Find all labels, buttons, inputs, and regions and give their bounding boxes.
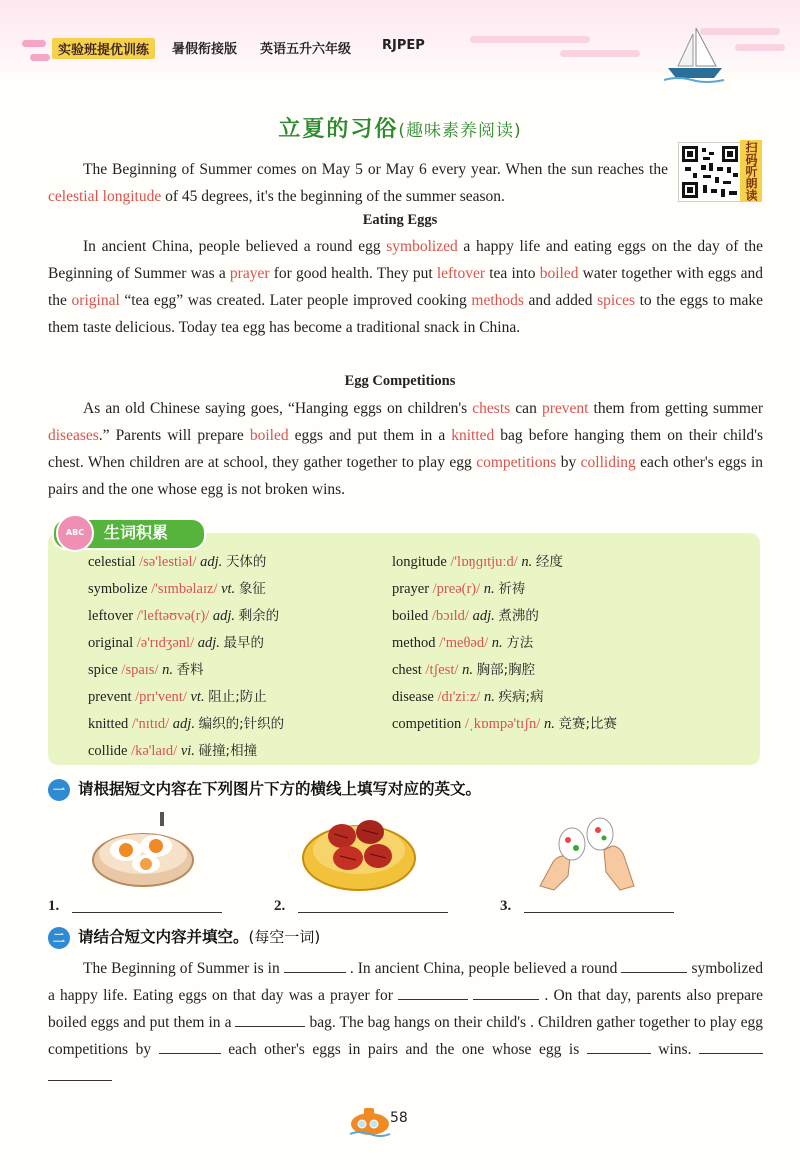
vocab-part-of-speech: adj. bbox=[472, 608, 495, 624]
title-sub: (趣味素养阅读) bbox=[398, 121, 522, 141]
vocab-highlight: colliding bbox=[580, 454, 636, 471]
vocab-phonetic: /'lɒŋɡɪtjuːd/ bbox=[450, 554, 518, 570]
vocab-part-of-speech: n. bbox=[521, 554, 533, 570]
cloze-blank[interactable] bbox=[48, 1066, 112, 1081]
section-title: Egg Competitions bbox=[344, 373, 456, 389]
vocab-part-of-speech: n. bbox=[484, 689, 495, 705]
vocab-phonetic: /ˌkɒmpə'tɪʃn/ bbox=[464, 716, 541, 732]
vocab-meaning: 煮沸的 bbox=[498, 608, 539, 624]
vocab-meaning: 编织的;针织的 bbox=[198, 716, 285, 732]
vocab-meaning: 象征 bbox=[238, 581, 266, 597]
vocab-meaning: 疾病;病 bbox=[498, 689, 544, 705]
cloze-blank[interactable] bbox=[473, 985, 539, 1000]
vocab-entry bbox=[392, 712, 617, 733]
vocab-word: leftover bbox=[88, 608, 137, 624]
vocab-part-of-speech: n. bbox=[491, 635, 503, 651]
vocab-part-of-speech: vt. bbox=[221, 581, 236, 597]
vocab-meaning: 经度 bbox=[535, 554, 563, 570]
vocab-word: celestial bbox=[88, 554, 140, 570]
vocab-entry bbox=[392, 658, 535, 679]
answer-blank-1[interactable] bbox=[72, 912, 222, 913]
vocab-part-of-speech: n. bbox=[162, 662, 173, 678]
vocab-entry bbox=[392, 577, 525, 598]
vocab-word: method bbox=[392, 635, 440, 651]
vocab-highlight: prayer bbox=[229, 265, 270, 282]
cloze-blank[interactable] bbox=[621, 958, 687, 973]
cloze-blank[interactable] bbox=[398, 985, 468, 1000]
vocab-phonetic: /'nɪtɪd/ bbox=[131, 716, 170, 732]
vocab-meaning: 剩余的 bbox=[238, 608, 280, 624]
task-2-note: (每空一词) bbox=[248, 928, 321, 946]
vocab-meaning: 香料 bbox=[176, 662, 204, 678]
task-1-instruction bbox=[48, 777, 481, 801]
vocab-entry bbox=[88, 658, 204, 679]
vocab-entry bbox=[392, 685, 544, 706]
cloze-blank[interactable] bbox=[587, 1039, 651, 1054]
header-decor-stripe bbox=[735, 44, 785, 51]
picture-number: 2. bbox=[274, 898, 286, 914]
qr-code-icon[interactable] bbox=[678, 142, 742, 202]
vocab-entry bbox=[88, 604, 279, 625]
task-2-instruction bbox=[48, 925, 320, 949]
vocab-word: spice bbox=[88, 662, 122, 678]
vocab-part-of-speech: n. bbox=[462, 662, 473, 678]
series-code: RJPEP bbox=[382, 38, 425, 53]
cloze-blank[interactable] bbox=[699, 1039, 763, 1054]
vocab-entry bbox=[88, 739, 257, 760]
task-2-text: 请结合短文内容并填空。 bbox=[78, 928, 249, 946]
vocab-meaning: 竞赛;比赛 bbox=[558, 716, 618, 732]
piggy-bank-icon: ABC bbox=[56, 514, 94, 552]
vocab-phonetic: /'leftəʊvə(r)/ bbox=[136, 608, 210, 624]
vocab-word: boiled bbox=[392, 608, 432, 624]
vocab-phonetic: /bɔɪld/ bbox=[431, 608, 469, 624]
vocab-highlight: methods bbox=[471, 292, 524, 309]
vocab-phonetic: /sə'lestiəl/ bbox=[139, 554, 197, 570]
vocab-part-of-speech: adj. bbox=[212, 608, 236, 624]
vocab-highlight: chests bbox=[472, 400, 511, 417]
vocab-entry bbox=[88, 577, 266, 598]
picture-number: 3. bbox=[500, 898, 512, 914]
vocab-highlight: celestial longitude bbox=[48, 188, 162, 205]
vocab-meaning: 碰撞;相撞 bbox=[198, 743, 258, 759]
edition-label: 暑假衔接版 bbox=[172, 42, 238, 57]
vocab-entry bbox=[392, 550, 563, 571]
header-decor-stripe bbox=[470, 36, 590, 43]
vocab-phonetic: /'meθəd/ bbox=[439, 635, 489, 651]
section-paragraph: As an old Chinese saying goes, “Hanging eggs on children's chests can prevent them from getting summer diseases.” Parents will prepare boiled eggs and put them in a knitted bag before hanging them on their child's chest. When children are at school, they gather together to play egg competitions by colliding each other's eggs in pairs and the one whose egg is not broken wins. bbox=[48, 400, 764, 498]
subject-label: 英语五升六年级 bbox=[260, 42, 352, 57]
vocab-part-of-speech: vt. bbox=[190, 689, 205, 705]
vocab-word: original bbox=[88, 635, 137, 651]
vocab-part-of-speech: adj. bbox=[172, 716, 195, 732]
vocab-phonetic: /kə'laɪd/ bbox=[131, 743, 178, 759]
egg-colliding-hands-icon bbox=[532, 806, 642, 892]
vocab-entry bbox=[88, 631, 264, 652]
vocab-highlight: knitted bbox=[451, 427, 495, 444]
title-main: 立夏的习俗 bbox=[278, 117, 399, 142]
task-number-badge: 一 bbox=[48, 779, 70, 801]
header-decor-stripe bbox=[22, 40, 46, 47]
vocab-part-of-speech: adj. bbox=[197, 635, 220, 651]
vocab-word: symbolize bbox=[88, 581, 152, 597]
vocab-highlight: boiled bbox=[249, 427, 289, 444]
vocab-part-of-speech: adj. bbox=[200, 554, 223, 570]
task-number-badge: 二 bbox=[48, 927, 70, 949]
vocab-phonetic: /ə'rɪdʒənl/ bbox=[136, 635, 195, 651]
qr-listen-tag: 扫码听朗读 bbox=[740, 140, 762, 202]
vocab-word: longitude bbox=[392, 554, 451, 570]
vocab-entry bbox=[88, 685, 267, 706]
vocab-phonetic: /preə(r)/ bbox=[432, 581, 481, 597]
vocab-entry bbox=[392, 631, 533, 652]
section-title: Eating Eggs bbox=[362, 212, 438, 228]
vocab-word: competition bbox=[392, 716, 465, 732]
page-title bbox=[0, 112, 800, 143]
intro-paragraph: The Beginning of Summer comes on May 5 or May 6 every year. When the sun reaches the celestial longitude of 45 degrees, it's the beginning of the summer season. bbox=[48, 161, 668, 205]
vocab-meaning: 祈祷 bbox=[498, 581, 526, 597]
header-decor-stripe bbox=[560, 50, 640, 57]
vocab-word: prevent bbox=[88, 689, 136, 705]
vocab-phonetic: /dɪ'ziːz/ bbox=[437, 689, 481, 705]
vocab-meaning: 阻止;防止 bbox=[208, 689, 267, 705]
vocab-part-of-speech: n. bbox=[543, 716, 555, 732]
vocab-word: chest bbox=[392, 662, 426, 678]
vocab-phonetic: /'sɪmbəlaɪz/ bbox=[151, 581, 218, 597]
vocab-heading: 生词积累 bbox=[104, 523, 169, 542]
vocab-word: prayer bbox=[392, 581, 433, 597]
vocab-entry bbox=[88, 550, 266, 571]
vocab-highlight: prevent bbox=[541, 400, 589, 417]
vocab-highlight: boiled bbox=[539, 265, 579, 282]
submarine-icon bbox=[348, 1100, 392, 1140]
vocab-entry bbox=[392, 604, 539, 625]
vocab-meaning: 天体的 bbox=[225, 554, 267, 570]
vocab-highlight: competitions bbox=[476, 454, 557, 471]
cloze-paragraph: The Beginning of Summer is in . In ancient China, people believed a round symbolized a happy life. Eating eggs on that day was a prayer for . On that day, parents also prepare boiled eggs and put them in a bag. The bag hangs on their child's . Children gather together to play egg competitions by each other's eggs in pairs and the one whose egg is wins. bbox=[48, 955, 763, 1090]
answer-blank-2[interactable] bbox=[298, 912, 448, 913]
cloze-blank[interactable] bbox=[159, 1039, 221, 1054]
vocab-word: knitted bbox=[88, 716, 132, 732]
vocab-part-of-speech: vi. bbox=[180, 743, 195, 759]
vocab-highlight: spices bbox=[597, 292, 636, 309]
vocab-phonetic: /tʃest/ bbox=[425, 662, 459, 678]
vocab-word: collide bbox=[88, 743, 132, 759]
vocab-meaning: 最早的 bbox=[223, 635, 265, 651]
vocab-meaning: 胸部;胸腔 bbox=[476, 662, 536, 678]
section-paragraph: In ancient China, people believed a round egg symbolized a happy life and eating eggs on the day of the Beginning of Summer was a prayer for good health. They put leftover tea into boiled water together with eggs and the original “tea egg” was created. Later people improved cooking methods and added spices to the eggs to make them taste delicious. Today tea egg has become a traditional snack in China. bbox=[48, 238, 764, 336]
cloze-blank[interactable] bbox=[284, 958, 346, 973]
series-brand: 实验班提优训练 bbox=[52, 38, 155, 59]
answer-blank-3[interactable] bbox=[524, 912, 674, 913]
cloze-blank[interactable] bbox=[235, 1012, 305, 1027]
header-decor-stripe bbox=[30, 54, 50, 61]
braised-eggs-bowl-icon bbox=[300, 806, 418, 894]
vocab-highlight: leftover bbox=[436, 265, 486, 282]
sailboat-icon bbox=[662, 22, 726, 86]
vocab-highlight: symbolized bbox=[386, 238, 458, 255]
vocab-part-of-speech: n. bbox=[483, 581, 495, 597]
tea-eggs-bowl-icon bbox=[88, 810, 198, 890]
vocab-meaning: 方法 bbox=[506, 635, 534, 651]
page-number: 58 bbox=[390, 1110, 408, 1126]
vocab-phonetic: /prɪ'vent/ bbox=[135, 689, 187, 705]
task-1-text: 请根据短文内容在下列图片下方的横线上填写对应的英文。 bbox=[78, 780, 482, 798]
vocab-entry bbox=[88, 712, 284, 733]
vocab-highlight: diseases bbox=[48, 427, 99, 444]
vocab-phonetic: /spaɪs/ bbox=[121, 662, 159, 678]
vocab-word: disease bbox=[392, 689, 438, 705]
vocab-highlight: original bbox=[71, 292, 120, 309]
picture-number: 1. bbox=[48, 898, 60, 914]
